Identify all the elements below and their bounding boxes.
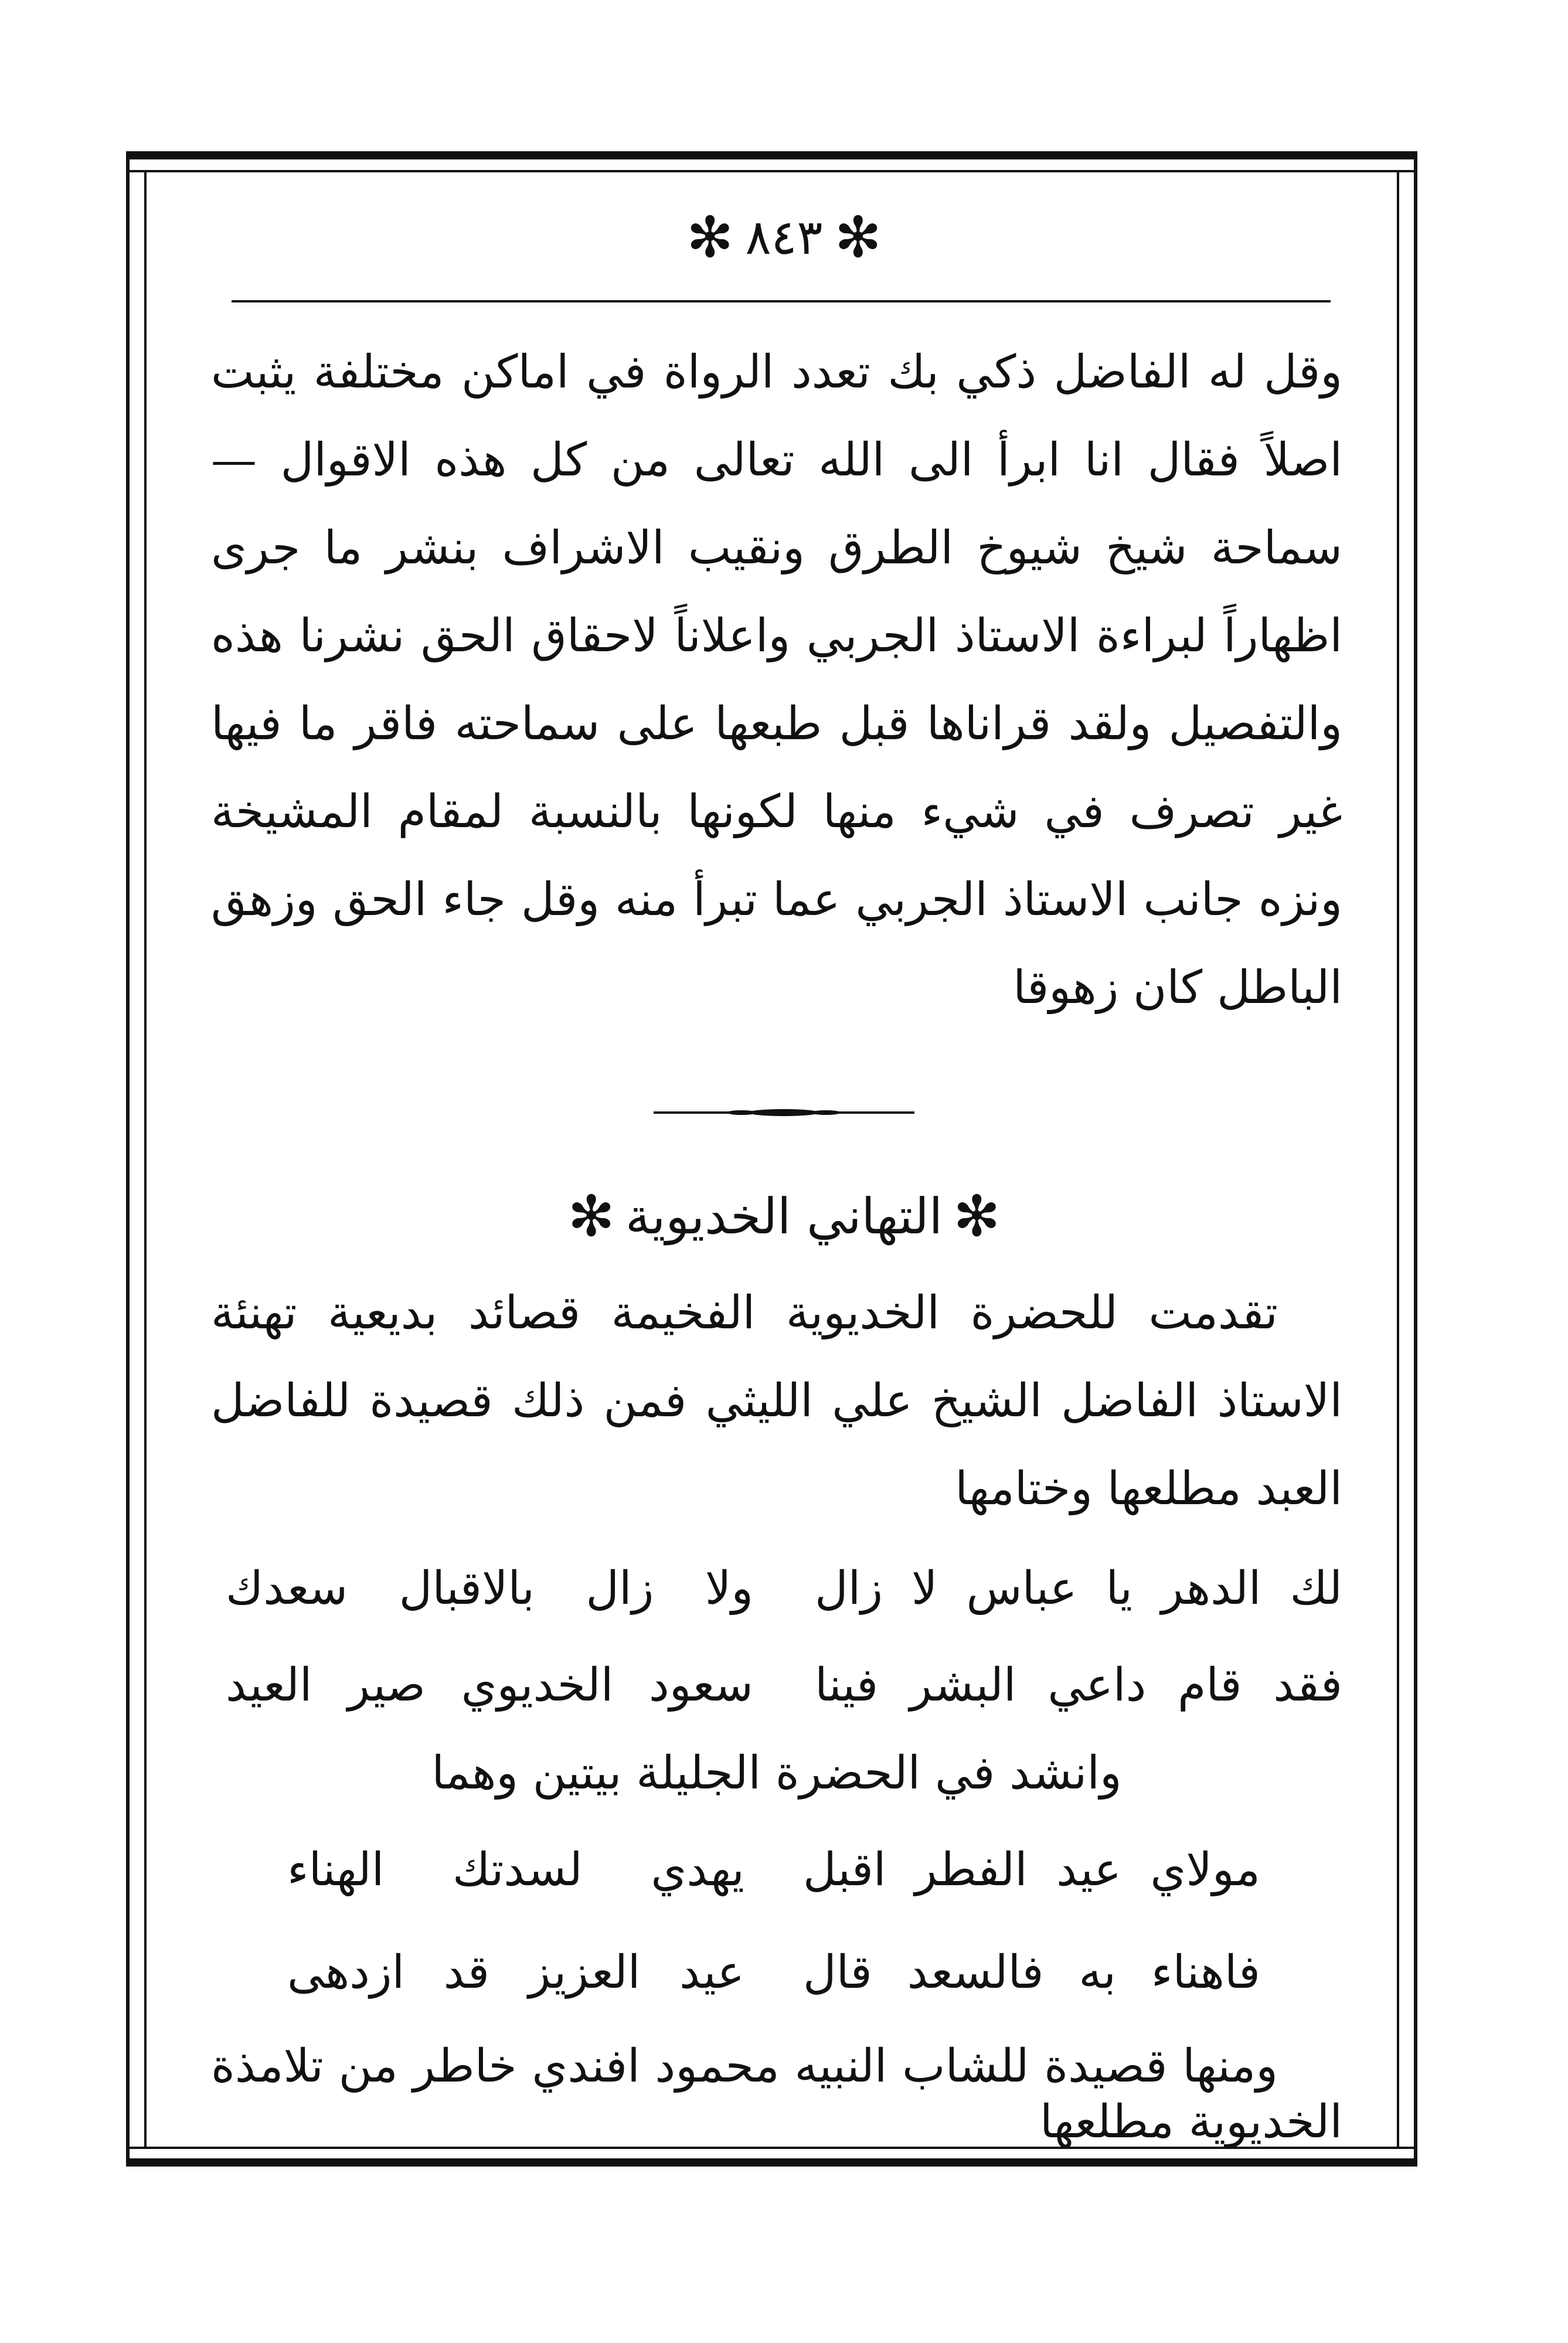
section-divider-ornament bbox=[654, 1108, 914, 1117]
poem-hemistich: ولا زال بالاقبال سعدك bbox=[226, 1562, 753, 1615]
poem-hemistich: يهدي لسدتك الهناء bbox=[287, 1844, 744, 1896]
asterisk-ornament-icon: ✻ bbox=[567, 1184, 615, 1249]
poem-hemistich: مولاي عيد الفطر اقبل bbox=[803, 1844, 1260, 1896]
paragraph-line: والتفصيل ولقد قراناها قبل طبعها على سماحته فاقر ما فيها bbox=[211, 698, 1342, 750]
asterisk-ornament-icon: ✻ bbox=[686, 205, 734, 270]
paragraph-line: الاستاذ الفاضل الشيخ علي الليثي فمن ذلك قصيدة للفاضل bbox=[211, 1375, 1342, 1427]
paragraph-line: غير تصرف في شيء منها لكونها بالنسبة لمقام المشيخة bbox=[211, 785, 1342, 838]
frame-left-outer-rule bbox=[126, 151, 130, 2167]
paragraph-line: العبد مطلعها وختامها bbox=[955, 1463, 1342, 1515]
page-header bbox=[586, 196, 982, 278]
asterisk-ornament-icon: ✻ bbox=[834, 205, 882, 270]
frame-top-thick-rule bbox=[126, 151, 1417, 159]
section-title-text: التهاني الخديوية bbox=[625, 1188, 943, 1245]
section-title bbox=[498, 1172, 1070, 1260]
poem-intro-line: وانشد في الحضرة الجليلة بيتين وهما bbox=[431, 1747, 1122, 1800]
paragraph-line: ونزه جانب الاستاذ الجربي عما تبرأ منه وقل جاء الحق وزهق bbox=[211, 873, 1342, 926]
frame-right-outer-rule bbox=[1414, 151, 1417, 2167]
poem-hemistich: لك الدهر يا عباس لا زال bbox=[815, 1562, 1342, 1615]
page-number: ٨٤٣ bbox=[745, 209, 823, 266]
paragraph-line: الخديوية مطلعها bbox=[1040, 2096, 1342, 2148]
paragraph-line: ومنها قصيدة للشاب النبيه محمود افندي خاطر من تلامذة bbox=[211, 2040, 1278, 2093]
paragraph-line: وقل له الفاضل ذكي بك تعدد الرواة في اماكن مختلفة يثبت bbox=[211, 346, 1342, 399]
frame-bottom-thick-rule bbox=[126, 2158, 1417, 2167]
paragraph-line: سماحة شيخ شيوخ الطرق ونقيب الاشراف بنشر ما جرى bbox=[211, 522, 1342, 574]
frame-top-thin-rule bbox=[126, 170, 1417, 172]
poem-hemistich: فاهناء به فالسعد قال bbox=[803, 1946, 1260, 1999]
paragraph-line: اصلاً فقال انا ابرأ الى الله تعالى من كل هذه الاقوال — bbox=[211, 434, 1342, 487]
poem-hemistich: عيد العزيز قد ازدهى bbox=[287, 1946, 744, 1999]
frame-left-inner-rule bbox=[144, 170, 147, 2149]
paragraph-line: الباطل كان زهوقا bbox=[1013, 961, 1342, 1014]
poem-hemistich: فقد قام داعي البشر فينا bbox=[815, 1659, 1342, 1712]
frame-right-inner-rule bbox=[1397, 170, 1399, 2149]
asterisk-ornament-icon: ✻ bbox=[953, 1184, 1001, 1249]
paragraph-line: اظهاراً لبراءة الاستاذ الجربي واعلاناً لاحقاق الحق نشرنا هذه bbox=[211, 610, 1342, 662]
poem-hemistich: سعود الخديوي صير العيد bbox=[226, 1659, 753, 1712]
paragraph-line: تقدمت للحضرة الخديوية الفخيمة قصائد بديعية تهنئة bbox=[211, 1287, 1278, 1339]
header-rule bbox=[232, 300, 1331, 302]
